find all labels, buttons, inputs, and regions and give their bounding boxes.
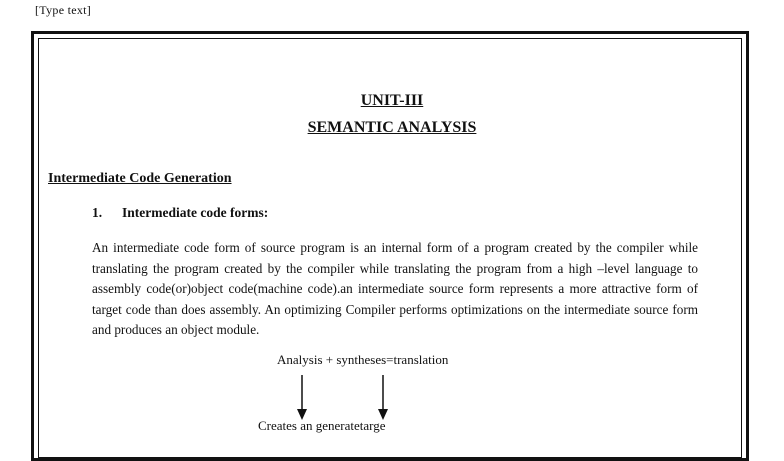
down-arrow-icon <box>296 375 308 421</box>
diagram-formula: Analysis + syntheses=translation <box>277 352 449 367</box>
section-heading: Intermediate Code Generation <box>48 171 232 186</box>
body-paragraph: An intermediate code form of source program is an internal form of a program created by the compiler while translating the program created by the compiler while translating the program from a high –level language to assembly code(or)object code(machine code).an intermediate source form represents a more attractive form of target code than does assembly. An optimizing Compiler performs optimizations on the intermediate source form and produces an object module. <box>92 240 698 337</box>
down-arrow-icon <box>377 375 389 421</box>
section-title: SEMANTIC ANALYSIS <box>307 119 477 136</box>
list-item-number: 1. <box>92 205 103 220</box>
diagram-caption: Creates an generatetarge <box>258 418 386 433</box>
list-item-title: Intermediate code forms: <box>122 205 269 220</box>
header-placeholder-text: [Type text] <box>35 3 92 17</box>
unit-title: UNIT-III <box>360 92 424 109</box>
